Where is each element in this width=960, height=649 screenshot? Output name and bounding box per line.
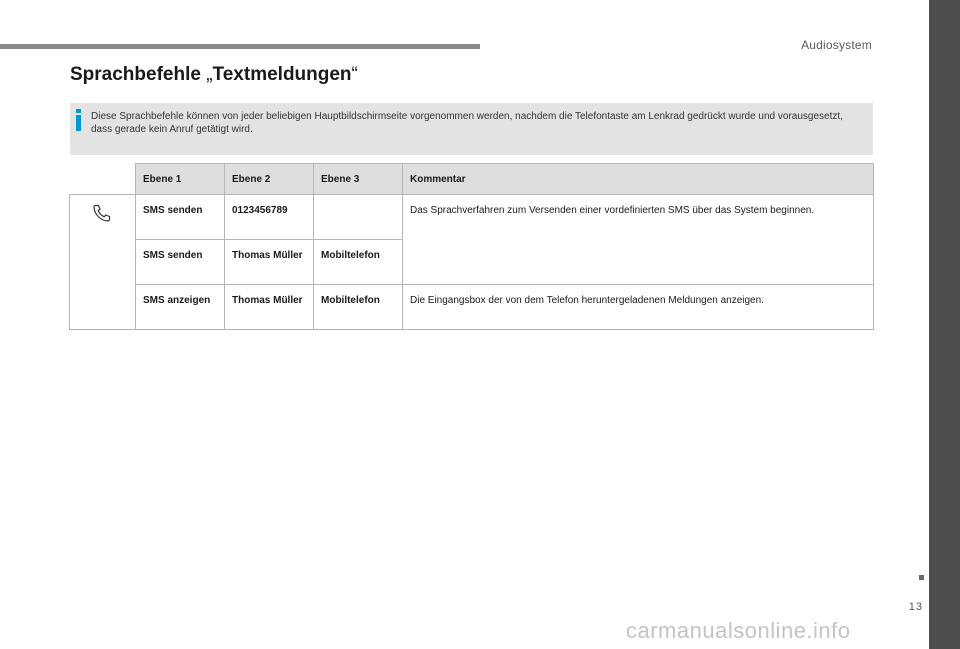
info-box (70, 103, 873, 155)
cell-ebene-3: Mobiltelefon (314, 285, 403, 330)
section-label: Audiosystem (801, 38, 872, 52)
page-title (70, 64, 358, 86)
cell-kommentar: Das Sprachverfahren zum Versenden einer vordefinierten SMS über das System beginnen. (403, 195, 874, 285)
header-blank (70, 164, 136, 195)
cell-kommentar: Die Eingangsbox der von dem Telefon heruntergeladenen Meldungen anzeigen. (403, 285, 874, 330)
header-ebene-1: Ebene 1 (136, 164, 225, 195)
cell-ebene-2: Thomas Müller (225, 240, 314, 285)
header-ebene-3: Ebene 3 (314, 164, 403, 195)
page-marker (919, 575, 924, 580)
header-rule (0, 44, 480, 49)
table-row (70, 195, 874, 240)
info-text: Diese Sprachbefehle können von jeder beliebigen Hauptbildschirmseite vorgenommen werden, nachdem die Telefontaste am Lenkrad gedrückt wurde und vorausgesetzt, dass gerade kein Anruf getätigt wird. (91, 111, 843, 135)
info-icon (76, 109, 82, 131)
title-main: Sprachbefehle (70, 64, 207, 85)
cell-ebene-2: 0123456789 (225, 195, 314, 240)
phone-icon (92, 203, 112, 223)
title-quote-open: „ (206, 64, 213, 85)
title-quoted: Textmeldungen (212, 64, 352, 85)
cell-ebene-3 (314, 195, 403, 240)
page-number: 13 (908, 601, 923, 613)
title-quote-close: “ (351, 64, 358, 85)
cell-ebene-2: Thomas Müller (225, 285, 314, 330)
icon-cell (70, 195, 136, 330)
header-kommentar: Kommentar (403, 164, 874, 195)
cell-ebene-3: Mobiltelefon (314, 240, 403, 285)
table-row (70, 285, 874, 330)
voice-command-table (69, 163, 874, 330)
table-header-row (70, 164, 874, 195)
header-ebene-2: Ebene 2 (225, 164, 314, 195)
cell-ebene-1: SMS anzeigen (136, 285, 225, 330)
side-bar (929, 0, 960, 649)
cell-ebene-1: SMS senden (136, 240, 225, 285)
watermark: carmanualsonline.info (626, 618, 851, 643)
cell-ebene-1: SMS senden (136, 195, 225, 240)
